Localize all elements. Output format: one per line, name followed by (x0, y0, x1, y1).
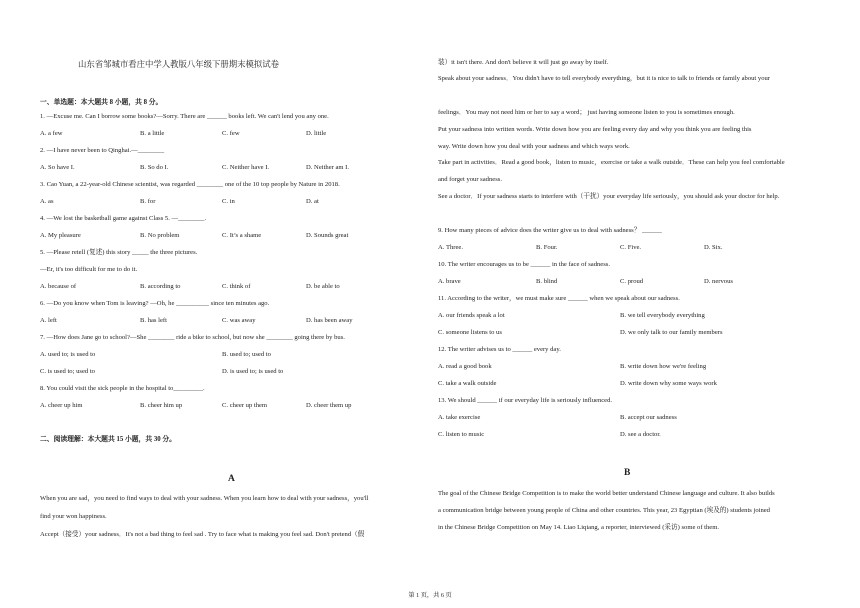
question-3: 3. Cao Yuan, a 22-year-old Chinese scientist, was regarded ________ one of the 10 top people by Nature in 2018. (40, 181, 340, 188)
passage-a-cont-line-8: See a doctor．If your sadness starts to interfere with（干扰）your everyday life seriously，you should ask your doctor for help. (438, 193, 780, 200)
q4-option-a: A. My pleasure (40, 232, 81, 239)
passage-b-line-2: a communication bridge between young people of China and other countries. This year, 23 Egyptian (埃及的) students joined (438, 507, 770, 514)
q13-option-d: D. see a doctor. (620, 431, 661, 438)
question-11: 11. According to the writer，we must make sure ______ when we speak about our sadness. (438, 295, 680, 302)
q8-option-c: C. cheer up them (222, 402, 268, 409)
q7-option-a: A. used to; is used to (40, 351, 96, 358)
q6-option-d: D. has been away (306, 317, 353, 324)
q10-option-d: D. nervous (704, 278, 733, 285)
q9-option-a: A. Three. (438, 244, 463, 251)
q10-option-b: B. blind (536, 278, 558, 285)
q3-option-d: D. at (306, 198, 319, 205)
q3-option-c: C. in (222, 198, 235, 205)
question-4: 4. —We lost the basketball game against Class 5. —________. (40, 215, 207, 222)
q1-option-a: A. a few (40, 130, 63, 137)
q11-option-d: D. we only talk to our family members (620, 329, 723, 336)
q9-option-c: C. Five. (620, 244, 642, 251)
question-2: 2. —I have never been to Qinghai.—________ (40, 147, 165, 154)
q4-option-b: B. No problem (140, 232, 180, 239)
passage-a-cont-line-3: feelings．You may not need him or her to say a word； just having someone listen to you is sometimes enough. (438, 109, 735, 116)
question-8: 8. You could visit the sick people in the hospital to_________. (40, 385, 205, 392)
q10-option-c: C. proud (620, 278, 644, 285)
passage-b-line-3: in the Chinese Bridge Competition on May 14. Liao Liqiang, a reporter, interviewed (采访) some of them. (438, 524, 720, 531)
q3-option-a: A. as (40, 198, 54, 205)
q2-option-d: D. Neither am I. (306, 164, 350, 171)
passage-a-cont-line-7: and forget your sadness. (438, 176, 502, 183)
passage-a-cont-line-6: Take part in activities．Read a good book，listen to music，exercise or take a walk outside．These can help you feel comfortable (438, 159, 785, 166)
q7-option-d: D. is used to; is used to (222, 368, 284, 375)
q12-option-b: B. write down how we're feeling (620, 363, 707, 370)
q1-option-c: C. few (222, 130, 240, 137)
question-9: 9. How many pieces of advice does the writer give us to deal with sadness？ ______ (438, 227, 662, 234)
question-5: 5. —Please retell (复述) this story _____ the three pictures. (40, 249, 198, 256)
q9-option-b: B. Four. (536, 244, 558, 251)
section-heading-single-choice: 一、单选题：本大题共 8 小题，共 8 分。 (40, 99, 163, 106)
q3-option-b: B. for (140, 198, 156, 205)
passage-a-cont-line-1: 装）it isn't there. And don't believe it will just go away by itself. (438, 59, 609, 66)
q6-option-a: A. left (40, 317, 57, 324)
q2-option-b: B. So do I. (140, 164, 169, 171)
section-heading-reading: 二、阅读理解：本大题共 15 小题，共 30 分。 (40, 436, 176, 443)
q12-option-a: A. read a good book (438, 363, 492, 370)
q1-option-d: D. little (306, 130, 327, 137)
q13-option-a: A. take exercise (438, 414, 481, 421)
q13-option-c: C. listen to music (438, 431, 485, 438)
q8-option-d: D. cheer them up (306, 402, 352, 409)
exam-title: 山东省邹城市看庄中学人教版八年级下册期末模拟试卷 (78, 60, 279, 69)
question-1: 1. —Excuse me. Can I borrow some books?—Sorry. There are ______ books left. We can't lend you any one. (40, 113, 329, 120)
q4-option-d: D. Sounds great (306, 232, 349, 239)
q11-option-b: B. we tell everybody everything (620, 312, 705, 319)
q8-option-b: B. cheer him up (140, 402, 183, 409)
passage-a-cont-line-2: Speak about your sadness．You didn't have to tell everybody everything，but it is nice to talk to friends or family about your (438, 75, 770, 82)
q5-option-c: C. think of (222, 283, 251, 290)
q7-option-b: B. used to; used to (222, 351, 271, 358)
q6-option-c: C. was away (222, 317, 256, 324)
passage-a-cont-line-5: way. Write down how you deal with your sadness and which ways work. (438, 143, 630, 150)
q12-option-d: D. write down why some ways work (620, 380, 717, 387)
q2-option-c: C. Neither have I. (222, 164, 270, 171)
question-7: 7. —How does Jane go to school?—She ________ ride a bike to school, but now she ________ going there by bus. (40, 334, 345, 341)
passage-a-line-2: find your won happiness. (40, 513, 107, 520)
q1-option-b: B. a little (140, 130, 165, 137)
q8-option-a: A. cheer up him (40, 402, 83, 409)
q6-option-b: B. has left (140, 317, 167, 324)
q2-option-a: A. So have I. (40, 164, 75, 171)
q9-option-d: D. Six. (704, 244, 723, 251)
q5-option-d: D. be able to (306, 283, 340, 290)
passage-b-line-1: The goal of the Chinese Bridge Competition is to make the world better understand Chinese language and culture. It also builds (438, 490, 775, 497)
question-12: 12. The writer advises us to ______ every day. (438, 346, 561, 353)
q5-option-b: B. according to (140, 283, 181, 290)
passage-a-line-1: When you are sad，you need to find ways to deal with your sadness. When you learn how to deal with your sadness，you'll (40, 495, 369, 502)
page-footer: 第 1 页，共 6 页 (408, 592, 452, 599)
q12-option-c: C. take a walk outside (438, 380, 497, 387)
passage-a-line-3: Accept（接受）your sadness．It's not a bad thing to feel sad . Try to face what is making you feel sad. Don't pretend（假 (40, 531, 365, 538)
q10-option-a: A. brave (438, 278, 461, 285)
q7-option-c: C. is used to; used to (40, 368, 95, 375)
passage-a-cont-line-4: Put your sadness into written words. Write down how you are feeling every day and why you think you are feeling this (438, 126, 752, 133)
q4-option-c: C. It’s a shame (222, 232, 262, 239)
question-13: 13. We should ______ if our everyday life is seriously influenced. (438, 397, 613, 404)
q11-option-c: C. someone listens to us (438, 329, 502, 336)
q11-option-a: A. our friends speak a lot (438, 312, 505, 319)
q5-option-a: A. because of (40, 283, 77, 290)
question-6: 6. —Do you know when Tom is leaving? —Oh, he __________ since ten minutes ago. (40, 300, 270, 307)
q13-option-b: B. accept our sadness (620, 414, 677, 421)
question-5-reply: —Er, it's too difficult for me to do it. (40, 266, 138, 273)
question-10: 10. The writer encourages us to be ______ in the face of sadness. (438, 261, 610, 268)
passage-b-heading: B (624, 468, 631, 478)
passage-a-heading: A (228, 474, 235, 484)
